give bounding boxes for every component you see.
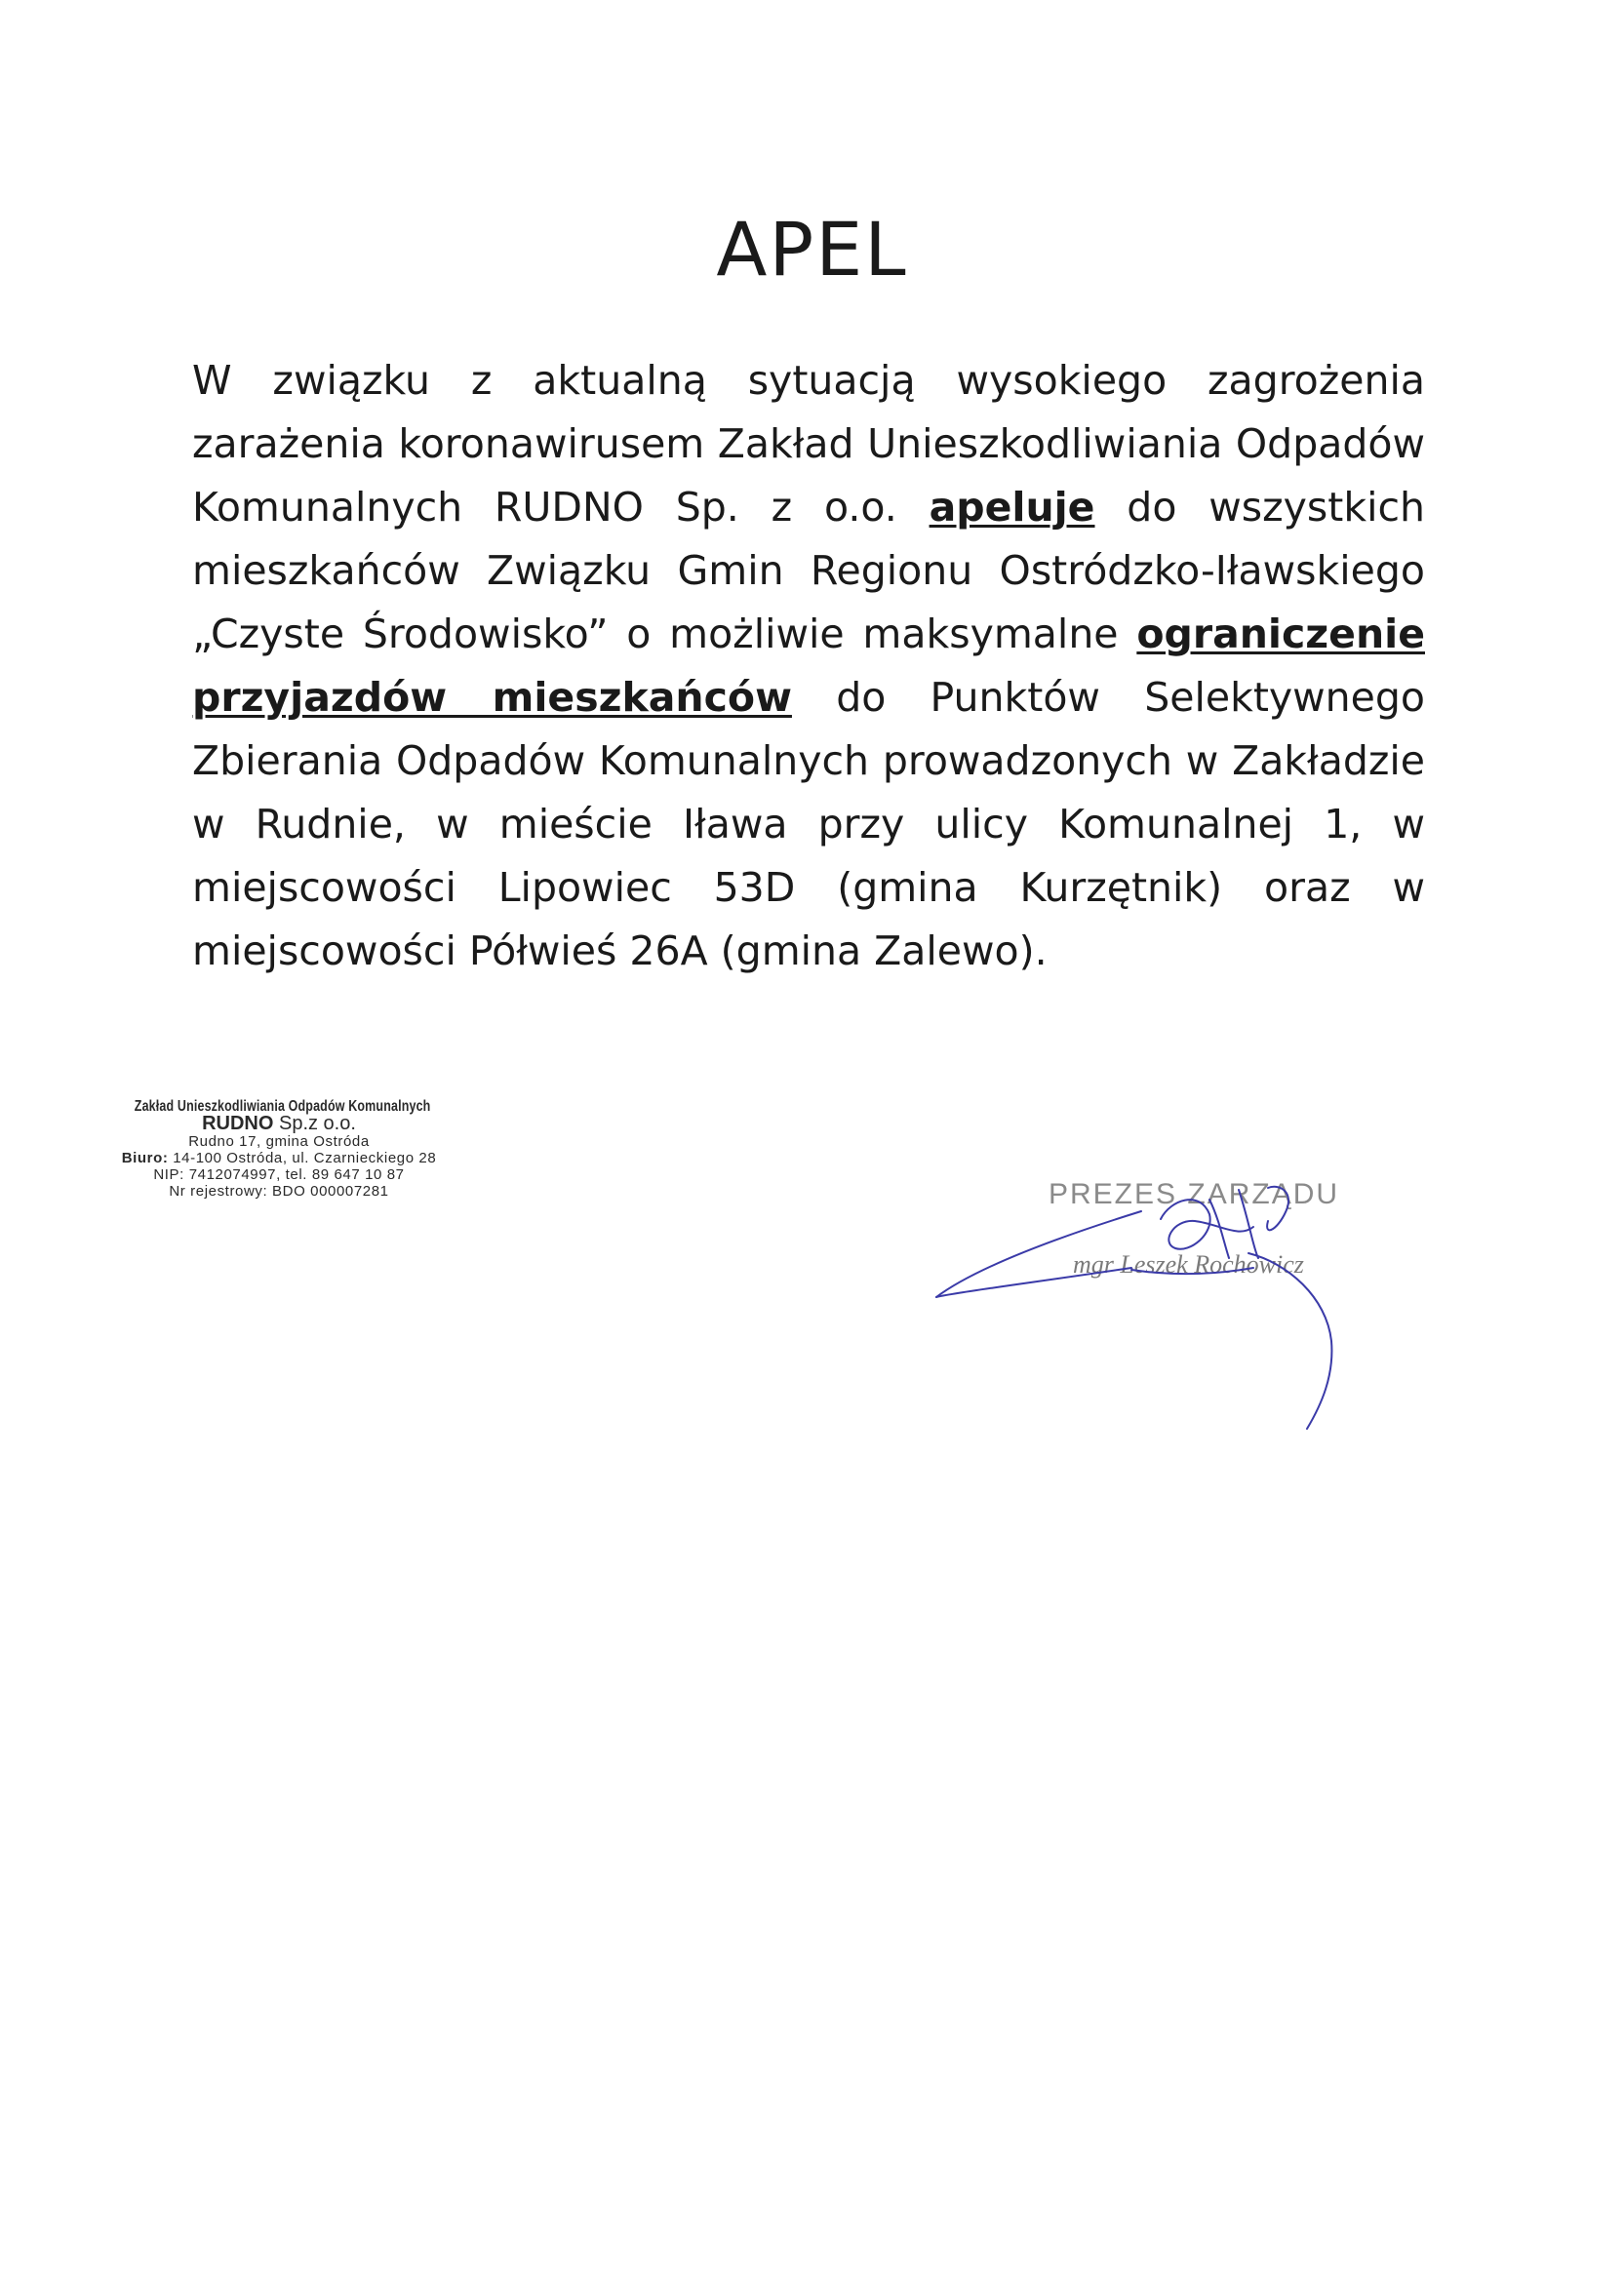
handwritten-signature: [917, 1161, 1385, 1443]
paragraph-text-1: W związku z aktualną sytuacją wysokiego zagrożenia zarażenia koronawirusem Zakład Unieszkodliwiania Odpadów Komunalnych RUDNO Sp. z o.o.: [192, 357, 1425, 531]
stamp-legal-form: Sp.z o.o.: [273, 1113, 356, 1134]
president-stamp-title: PREZES ZARZĄDU: [1049, 1178, 1340, 1210]
emphasis-apeluje: apeluje: [929, 484, 1095, 531]
paragraph-text-2: do wszystkich mieszkańców Związku Gmin Regionu Ostródzko-Iławskiego „Czyste Środowisko” o możliwie maksymalne: [192, 484, 1425, 657]
stamp-office-label: Biuro:: [121, 1150, 169, 1166]
signature-block: [917, 1161, 1385, 1443]
paragraph-text-3: do Punktów Selektywnego Zbierania Odpadów Komunalnych prowadzonych w Zakładzie w Rudnie, w mieście Iława przy ulicy Komunalnej 1, w miejscowości Lipowiec 53D (gmina Kurzętnik) oraz w miejscowości Półwieś 26A (gmina Zalewo).: [192, 674, 1426, 974]
company-stamp: [94, 1098, 464, 1200]
stamp-company-name: Zakład Unieszkodliwiania Odpadów Komunalnych: [134, 1098, 431, 1115]
stamp-office: [94, 1150, 464, 1166]
stamp-company-form: [94, 1115, 464, 1133]
appeal-paragraph: [192, 349, 1425, 983]
stamp-registry-number: Nr rejestrowy: BDO 000007281: [169, 1183, 389, 1200]
stamp-address: Rudno 17, gmina Ostróda: [188, 1133, 370, 1150]
document-title: APEL: [716, 206, 908, 293]
stamp-nip-phone: NIP: 7412074997, tel. 89 647 10 87: [153, 1166, 405, 1183]
stamp-office-address: 14-100 Ostróda, ul. Czarnieckiego 28: [168, 1150, 437, 1166]
stamp-rudno: RUDNO: [202, 1113, 274, 1134]
president-stamp-name: mgr Leszek Rochowicz: [1073, 1250, 1304, 1279]
emphasis-restriction: ograniczenie przyjazdów mieszkańców: [192, 611, 1425, 721]
